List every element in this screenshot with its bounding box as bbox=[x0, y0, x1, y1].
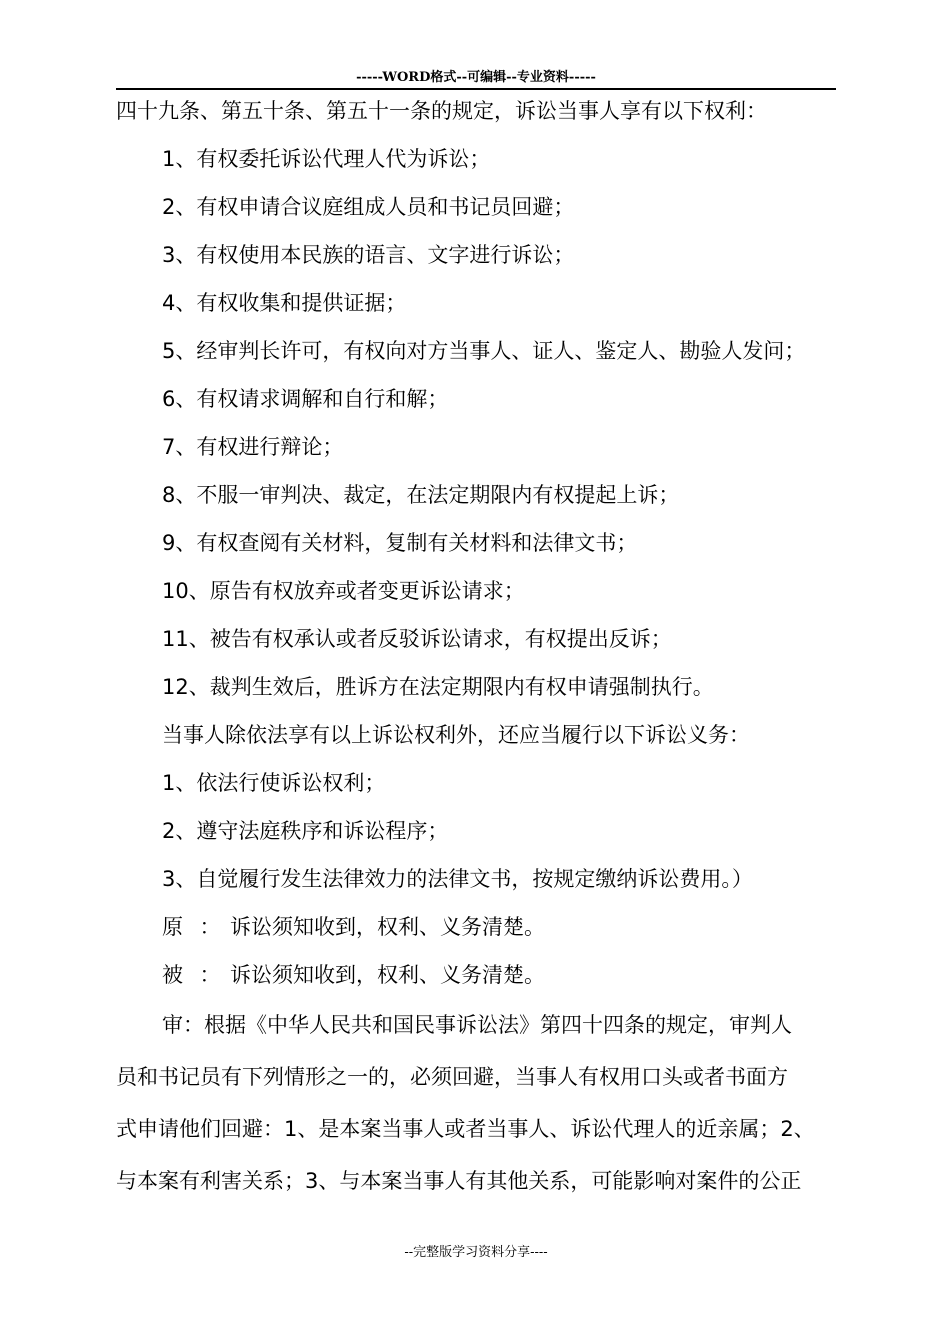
right-item-10: 10、原告有权放弃或者变更诉讼请求； bbox=[162, 579, 525, 603]
right-item-6: 6、有权请求调解和自行和解； bbox=[162, 387, 449, 411]
right-item-4: 4、有权收集和提供证据； bbox=[162, 291, 407, 315]
defendant-text: 诉讼须知收到，权利、义务清楚。 bbox=[230, 963, 545, 987]
document-body bbox=[116, 87, 838, 1207]
right-item-9: 9、有权查阅有关材料，复制有关材料和法律文书； bbox=[162, 531, 638, 555]
duty-item-1: 1、依法行使诉讼权利； bbox=[162, 771, 386, 795]
right-item-2: 2、有权申请合议庭组成人员和书记员回避； bbox=[162, 195, 575, 219]
right-item-5: 5、经审判长许可，有权向对方当事人、证人、鉴定人、勘验人发问； bbox=[162, 339, 806, 363]
plaintiff-label: 原 bbox=[162, 915, 183, 939]
duty-item-2: 2、遵守法庭秩序和诉讼程序； bbox=[162, 819, 449, 843]
duty-item-3: 3、自觉履行发生法律效力的法律文书，按规定缴纳诉讼费用。） bbox=[162, 867, 753, 891]
defendant-statement bbox=[116, 951, 838, 999]
plaintiff-statement bbox=[116, 903, 838, 951]
plaintiff-separator: ： bbox=[199, 915, 221, 939]
judge-paragraph-line-3: 式申请他们回避：1、是本案当事人或者当事人、诉讼代理人的近亲属；2、 bbox=[116, 1117, 815, 1141]
plaintiff-text: 诉讼须知收到，权利、义务清楚。 bbox=[230, 915, 545, 939]
defendant-label: 被 bbox=[162, 963, 183, 987]
page-footer: --完整版学习资料分享---- bbox=[404, 1245, 548, 1260]
right-item-1: 1、有权委托诉讼代理人代为诉讼； bbox=[162, 147, 491, 171]
right-item-7: 7、有权进行辩论； bbox=[162, 435, 344, 459]
right-item-12: 12、裁判生效后，胜诉方在法定期限内有权申请强制执行。 bbox=[162, 675, 714, 699]
intro-line: 四十九条、第五十条、第五十一条的规定，诉讼当事人享有以下权利： bbox=[116, 99, 767, 123]
right-item-11: 11、被告有权承认或者反驳诉讼请求，有权提出反诉； bbox=[162, 627, 672, 651]
judge-paragraph-line-1: 审：根据《中华人民共和国民事诉讼法》第四十四条的规定，审判人 bbox=[162, 1013, 792, 1037]
defendant-separator: ： bbox=[199, 963, 221, 987]
judge-paragraph-line-2: 员和书记员有下列情形之一的，必须回避，当事人有权用口头或者书面方 bbox=[116, 1065, 788, 1089]
right-item-3: 3、有权使用本民族的语言、文字进行诉讼； bbox=[162, 243, 575, 267]
page-header: -----WORD格式--可编辑--专业资料----- bbox=[356, 70, 596, 85]
right-item-8: 8、不服一审判决、裁定，在法定期限内有权提起上诉； bbox=[162, 483, 680, 507]
duties-intro: 当事人除依法享有以上诉讼权利外，还应当履行以下诉讼义务： bbox=[162, 723, 750, 747]
judge-paragraph-line-4: 与本案有利害关系；3、与本案当事人有其他关系，可能影响对案件的公正 bbox=[116, 1169, 802, 1193]
